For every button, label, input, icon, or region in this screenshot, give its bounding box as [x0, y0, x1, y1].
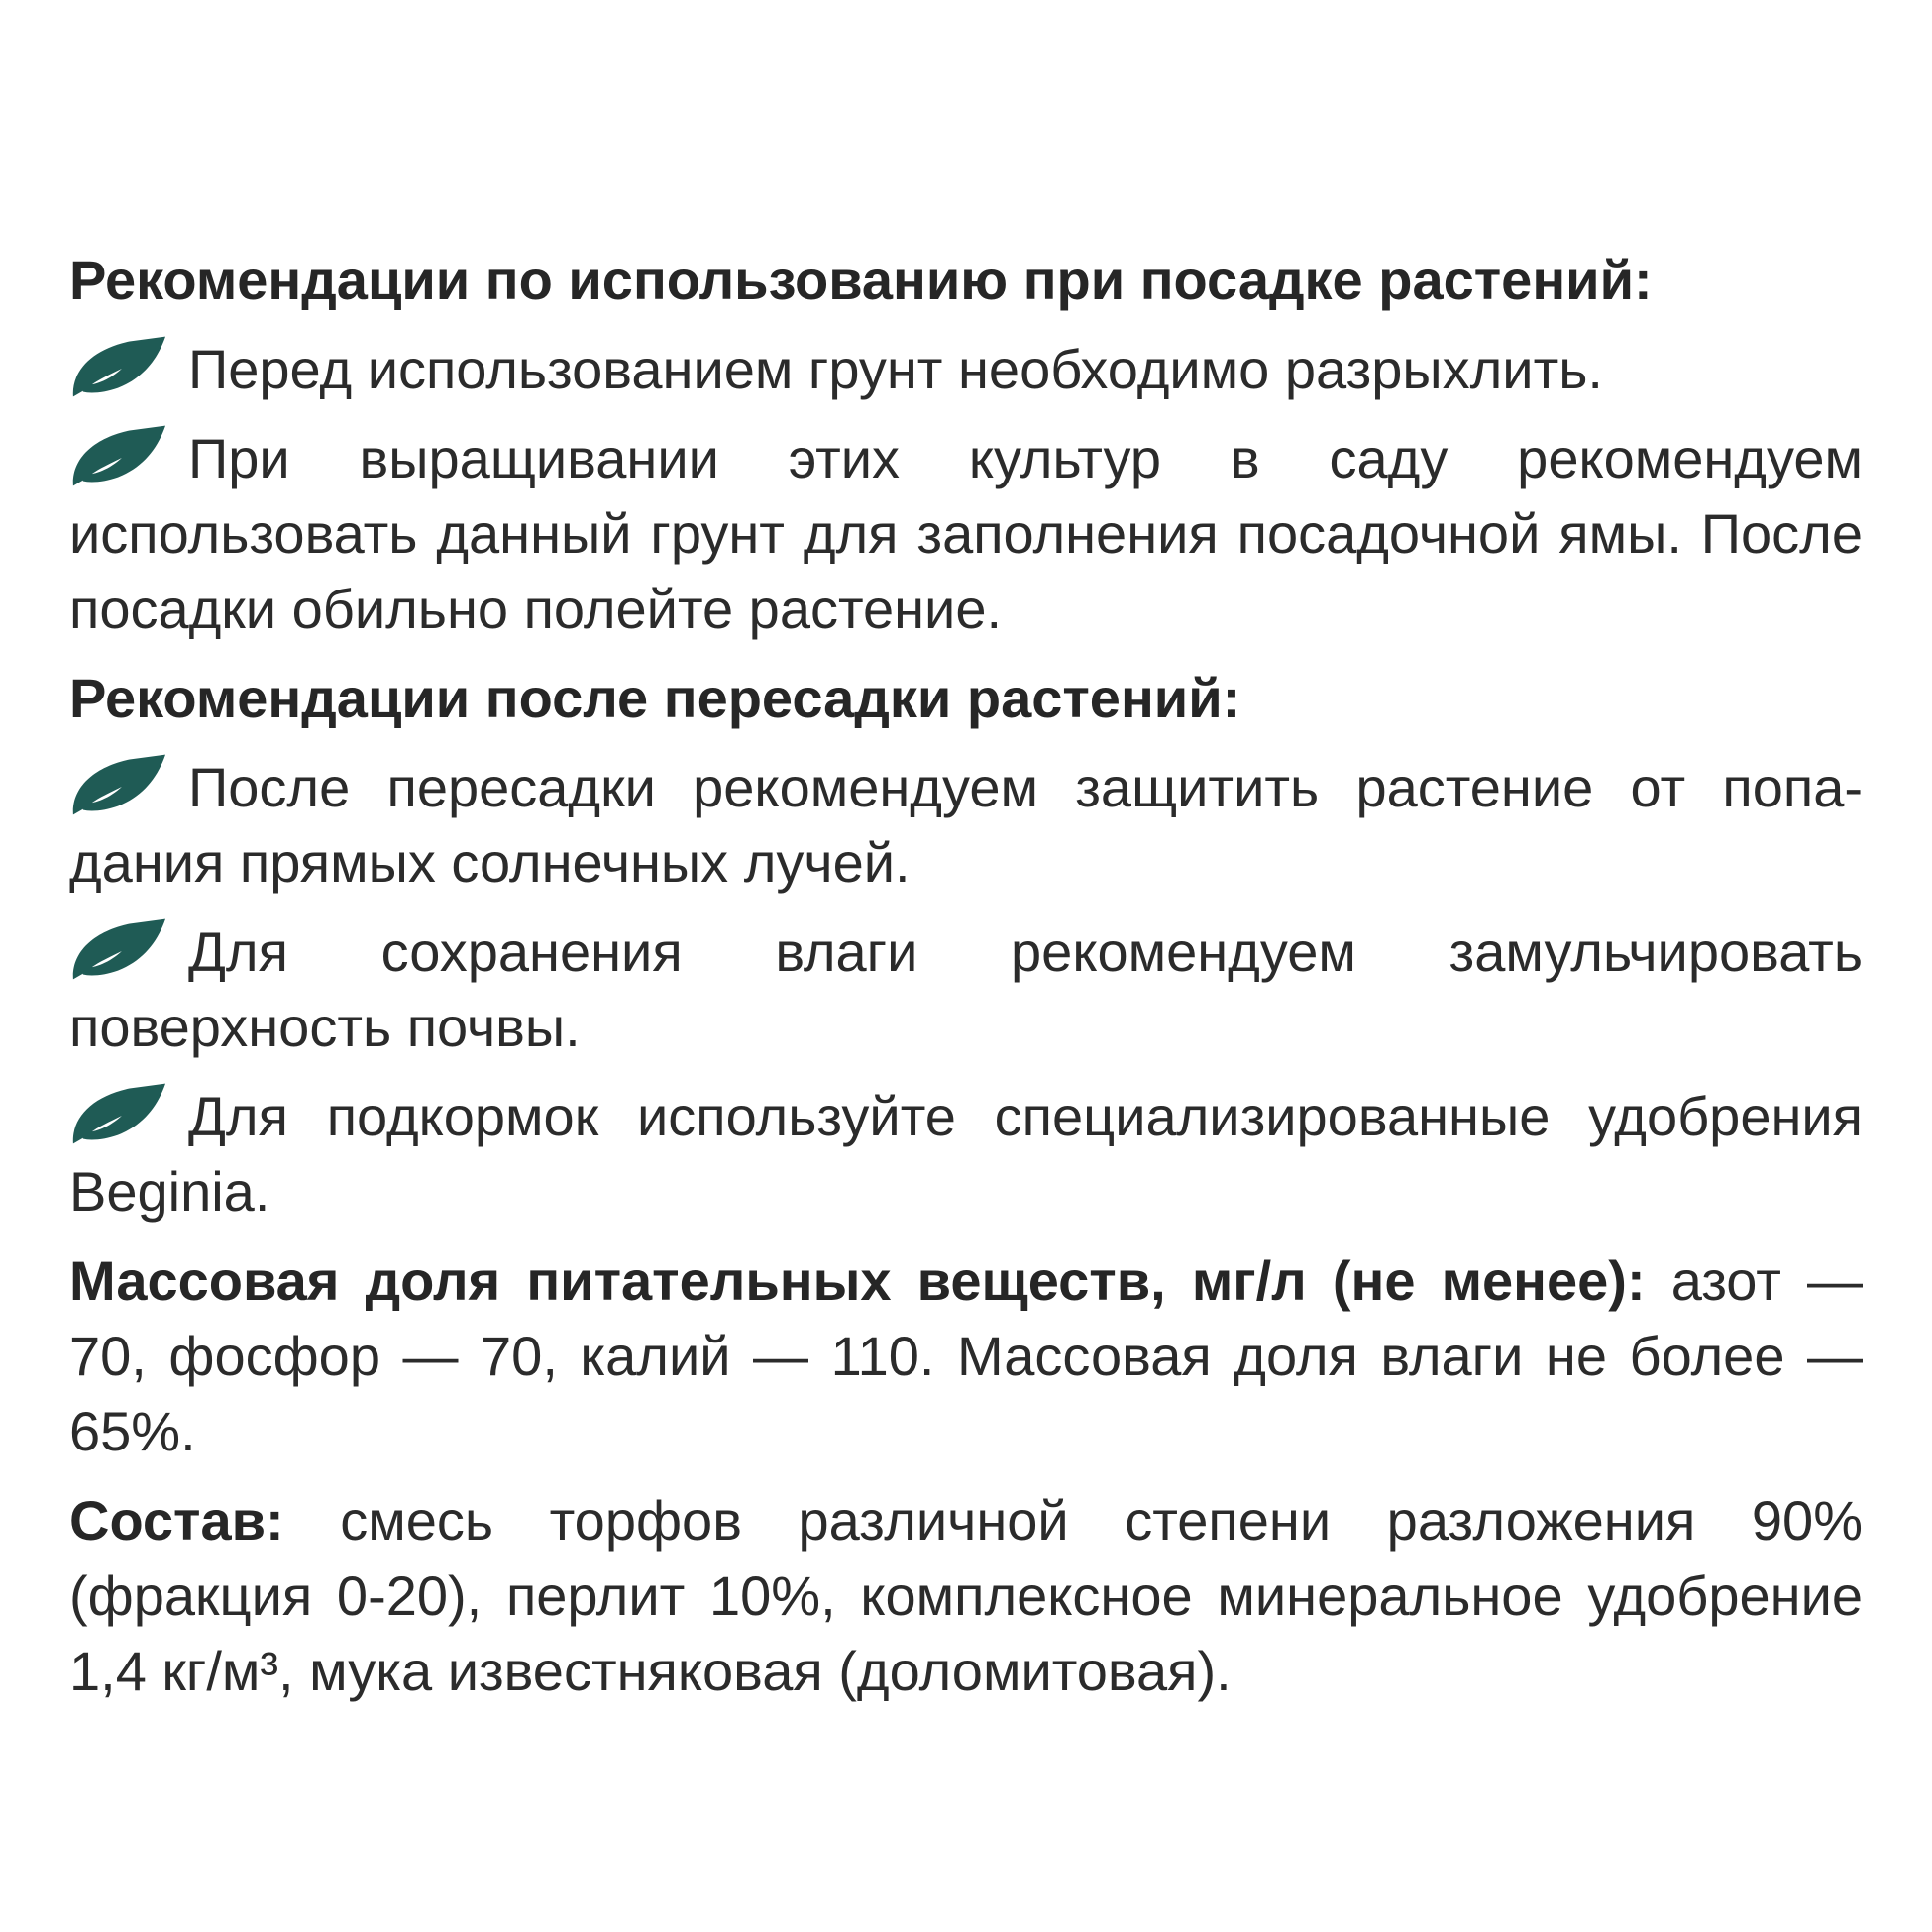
nutrients-lead: Массовая доля питательных веществ, мг/л (не менее): — [69, 1249, 1646, 1312]
list-item-text: Для сохранения влаги рекомендуем замульчировать поверхность почвы. — [69, 920, 1863, 1058]
list-item-text: При выращивании этих культур в саду рекомендуем использовать данный грунт для заполнения посадочной ямы. После посадки обильно полейте растение. — [69, 427, 1863, 640]
leaf-icon — [69, 335, 166, 400]
transplant-heading: Рекомендации после пересадки растений: — [69, 667, 1241, 729]
leaf-icon — [69, 753, 166, 818]
leaf-icon — [69, 917, 166, 983]
leaf-icon — [69, 424, 166, 489]
list-item — [69, 914, 1863, 1065]
planting-heading: Рекомендации по использованию при посадке растений: — [69, 249, 1653, 311]
nutrients-text: азот — 70, фосфор — 70, калий — 110. Массовая доля влаги не более — 65%. — [69, 1249, 1863, 1462]
instructions-page — [69, 243, 1863, 1723]
list-item — [69, 1079, 1863, 1230]
composition-paragraph — [69, 1483, 1863, 1709]
composition-lead: Состав: — [69, 1489, 284, 1552]
list-item — [69, 332, 1863, 407]
list-item-text: После пересадки рекомендуем защитить растение от попадания прямых солнечных лучей. — [69, 756, 1863, 894]
list-item-text: Перед использованием грунт необходимо разрыхлить. — [188, 338, 1603, 400]
composition-text: смесь торфов различной степени разложения 90% (фракция 0-20), перлит 10%, комплексное минеральное удобрение 1,4 кг/м³, мука известняковая (доломитовая). — [69, 1489, 1863, 1702]
leaf-icon — [69, 1082, 166, 1147]
list-item-text: Для подкормок используйте специализированные удобрения Beginia. — [69, 1085, 1863, 1223]
nutrients-paragraph — [69, 1243, 1863, 1469]
list-item — [69, 750, 1863, 901]
list-item — [69, 421, 1863, 647]
